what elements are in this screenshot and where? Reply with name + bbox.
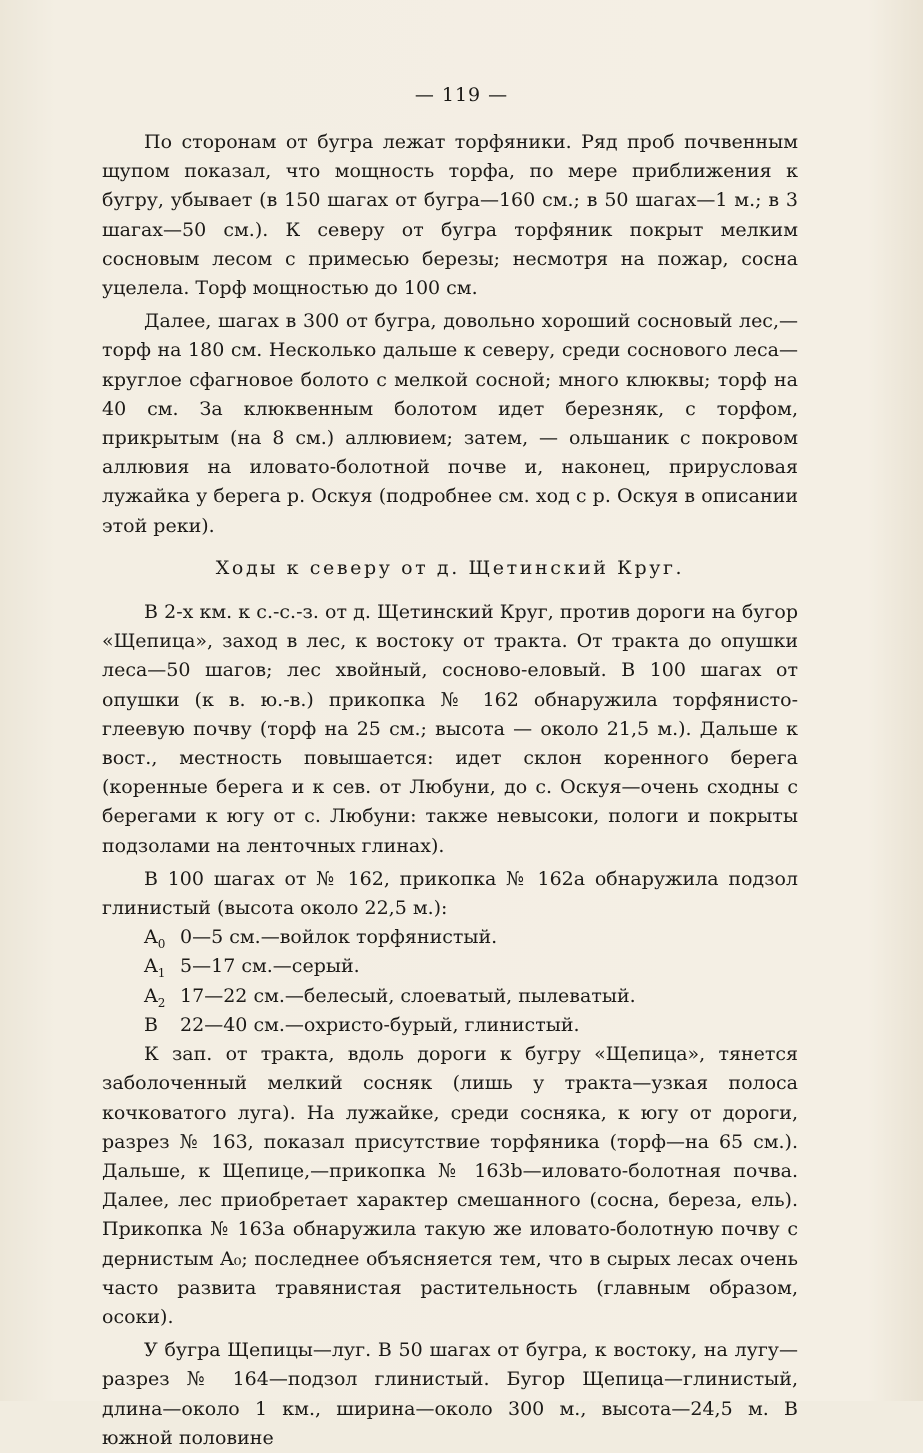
soil-horizon-row	[102, 1011, 798, 1040]
soil-horizon-row	[102, 982, 798, 1011]
soil-horizon-row	[102, 923, 798, 952]
paragraph: По сторонам от бугра лежат торфяники. Ряд проб почвенным щупом показал, что мощность торфа, по мере приближения к бугру, убывает (в 150 шагах от бугра—160 см.; в 50 шагах—1 м.; в 3 шагах—50 см.). К северу от бугра торфяник покрыт мелким сосновым лесом с примесью березы; несмотря на пожар, сосна уцелела. Торф мощностью до 100 см.	[102, 131, 798, 300]
paragraph: Далее, шагах в 300 от бугра, довольно хороший сосновый лес,—торф на 180 см. Несколько дальше к северу, среди соснового леса—круглое сфагновое болото с мелкой сосной; много клюквы; торф на 40 см. За клюквенным болотом идет березняк, с торфом, прикрытым (на 8 см.) аллювием; затем, — ольшаник с покровом аллювия на иловато-болотной почве и, наконец, прирусловая лужайка у берега р. Оскуя (подробнее см. ход с р. Оскуя в описании этой реки).	[102, 310, 798, 537]
horizon-description: 5—17 см.—серый.	[180, 955, 360, 978]
horizon-description: 22—40 см.—охристо-бурый, глинистый.	[180, 1013, 580, 1036]
page-number: — 119 —	[414, 84, 509, 106]
paragraph: В 100 шагах от № 162, прикопка № 162а обнаружила подзол глинистый (высота около 22,5 м.):	[102, 867, 798, 920]
horizon-label: $A_2$	[144, 984, 166, 1010]
horizon-label: $A_1$	[144, 955, 166, 981]
paragraph: В 2-х км. к с.-с.-з. от д. Щетинский Круг, против дороги на бугор «Щепица», заход в лес, к востоку от тракта. От тракта до опушки леса—50 шагов; лес хвойный, сосново-еловый. В 100 шагах от опушки (к в. ю.-в.) прикопка № 162 обнаружила торфянисто-глеевую почву (торф на 25 см.; высота — около 21,5 м.). Дальше к вост., местность повышается: идет склон коренного берега (коренные берега и к сев. от Любуни, до с. Оскуя—очень сходны с берегами к югу от с. Любуни: также невысоки, пологи и покрыты подзолами на ленточных глинах).	[102, 601, 798, 857]
horizon-description: 17—22 см.—белесый, слоеватый, пылеватый.	[180, 984, 636, 1007]
body-text	[102, 128, 798, 1453]
section-heading: Ходы к северу от д. Щетинский Круг.	[215, 556, 685, 579]
paragraph: К зап. от тракта, вдоль дороги к бугру «Щепица», тянется заболоченный мелкий сосняк (лишь у тракта—узкая полоса кочковатого луга). На лужайке, среди сосняка, к югу от дороги, разрез № 163, показал присутствие торфяника (торф—на 65 см.). Дальше, к Щепице,—прикопка № 163b—иловато-болотная почва. Далее, лес приобретает характер смешанного (сосна, береза, ель). Прикопка № 163а обнаружила такую же иловато-болотную почву с дернистым A₀; последнее объясняется тем, что в сырых лесах очень часто развита травянистая растительность (главным образом, осоки).	[102, 1043, 798, 1328]
soil-horizon-row	[102, 952, 798, 981]
horizon-description: 0—5 см.—войлок торфянистый.	[180, 926, 498, 949]
horizon-label: B	[144, 1013, 158, 1036]
horizon-label: $A_0$	[144, 926, 166, 952]
paragraph: У бугра Щепицы—луг. В 50 шагах от бугра, к востоку, на лугу—разрез № 164—подзол глинистый. Бугор Щепица—глинистый, длина—около 1 км., ширина—около 300 м., высота—24,5 м. В южной половине	[102, 1339, 798, 1449]
